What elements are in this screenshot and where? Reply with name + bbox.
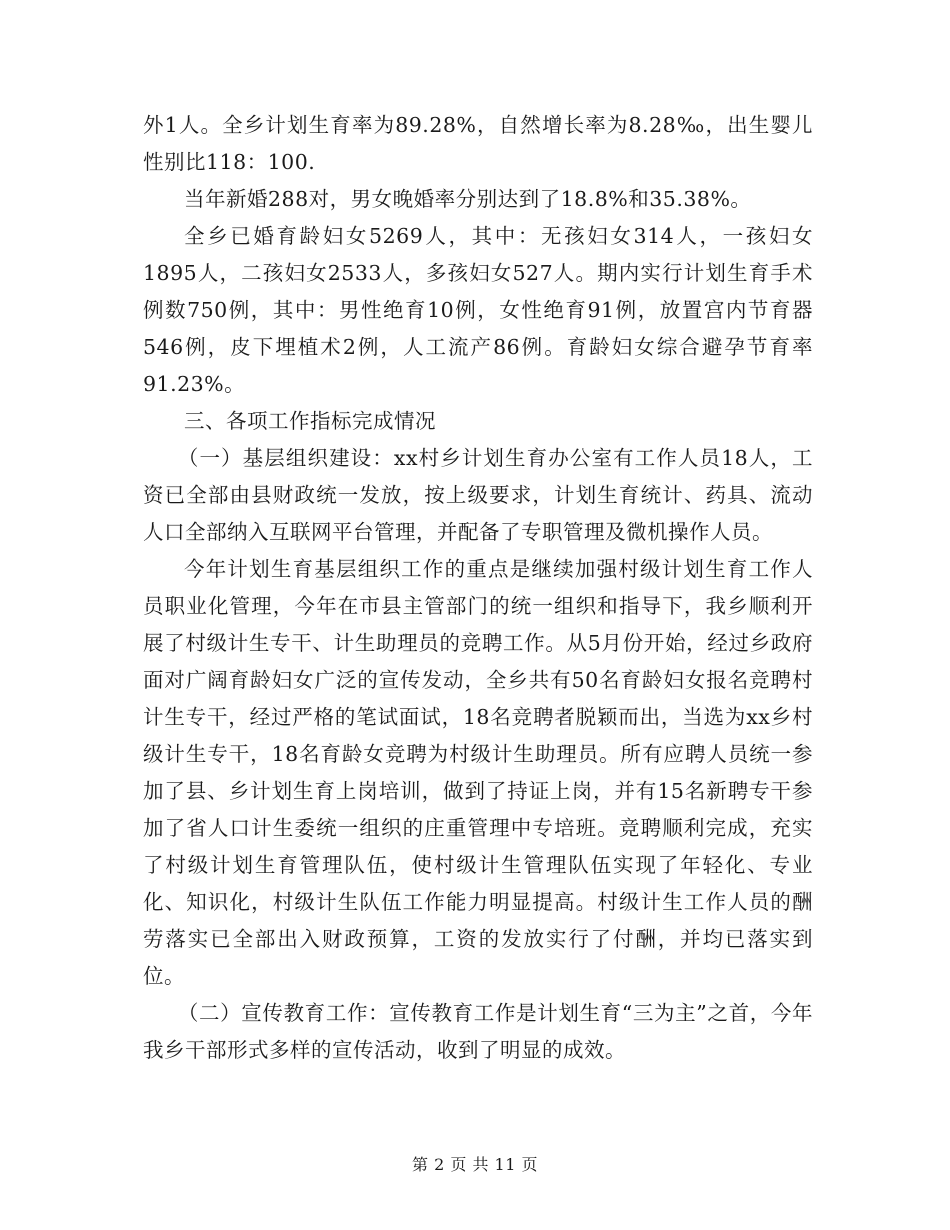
- document-body: [143, 107, 813, 1069]
- paragraph-publicity: （二）宣传教育工作：宣传教育工作是计划生育“三为主”之首，今年我乡干部形式多样的宣传活动，收到了明显的成效。: [143, 1001, 813, 1062]
- paragraph-1: 外1人。全乡计划生育率为89.28%，自然增长率为8.28‰，出生婴儿性别比118：100.: [143, 113, 813, 174]
- section-heading-3: 三、各项工作指标完成情况: [184, 409, 436, 433]
- page-footer: 第 2 页 共 11 页: [412, 1155, 538, 1174]
- paragraph-3: 全乡已婚育龄妇女5269人，其中：无孩妇女314人，一孩妇女1895人，二孩妇女2533人，多孩妇女527人。期内实行计划生育手术例数750例，其中：男性绝育10例，女性绝育91例，放置宫内节育器546例，皮下埋植术2例，人工流产86例。育龄妇女综合避孕节育率91.23%。: [143, 224, 813, 396]
- paragraph-org-building: （一）基层组织建设：xx村乡计划生育办公室有工作人员18人，工资已全部由县财政统一发放，按上级要求，计划生育统计、药具、流动人口全部纳入互联网平台管理，并配备了专职管理及微机操作人员。: [143, 446, 813, 544]
- paragraph-6: 今年计划生育基层组织工作的重点是继续加强村级计划生育工作人员职业化管理，今年在市县主管部门的统一组织和指导下，我乡顺利开展了村级计生专干、计生助理员的竞聘工作。从5月份开始，经过乡政府面对广阔育龄妇女广泛的宣传发动，全乡共有50名育龄妇女报名竞聘村计生专干，经过严格的笔试面试，18名竞聘者脱颖而出，当选为xx乡村级计生专干，18名育龄女竞聘为村级计生助理员。所有应聘人员统一参加了县、乡计划生育上岗培训，做到了持证上岗，并有15名新聘专干参加了省人口计生委统一组织的庄重管理中专培班。竞聘顺利完成，充实了村级计划生育管理队伍，使村级计生管理队伍实现了年轻化、专业化、知识化，村级计生队伍工作能力明显提高。村级计生工作人员的酬劳落实已全部出入财政预算，工资的发放实行了付酬，并均已落实到位。: [143, 557, 813, 988]
- paragraph-2: 当年新婚288对，男女晚婚率分别达到了18.8%和35.38%。: [184, 187, 752, 211]
